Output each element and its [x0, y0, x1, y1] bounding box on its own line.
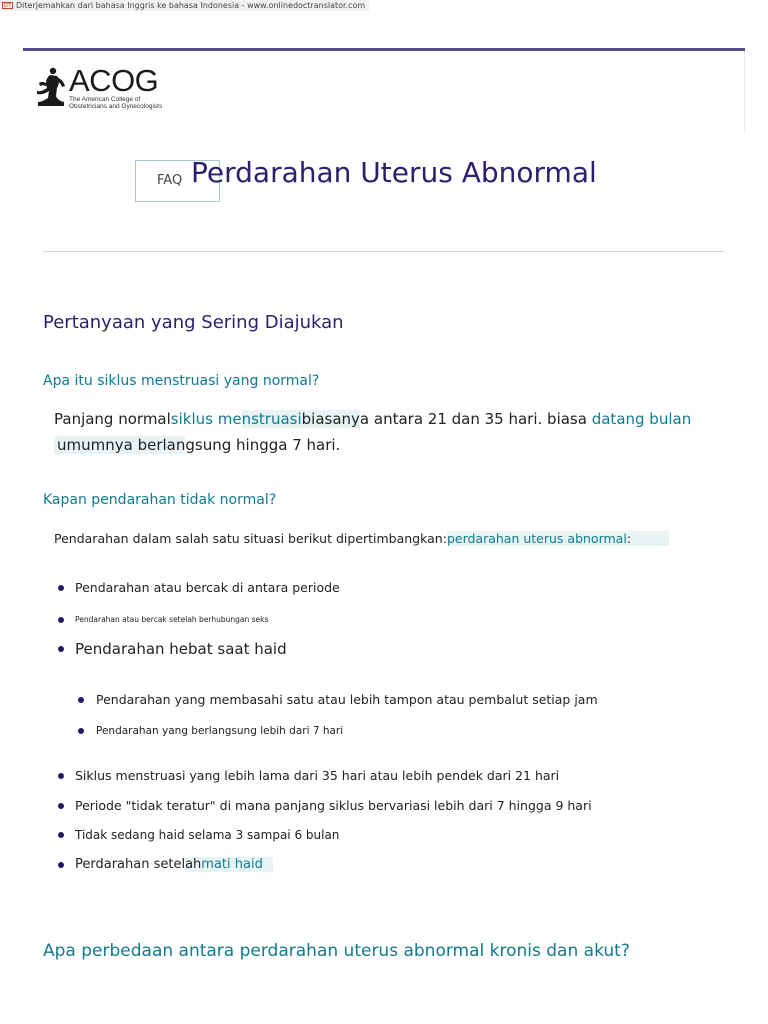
title-divider — [43, 251, 724, 252]
answer-text-2: a antara 21 dan 35 hari. biasa — [359, 410, 592, 428]
link-text-part2: nstruasi — [241, 410, 302, 428]
link-menopause[interactable]: mati haid — [201, 857, 273, 872]
page-title: Perdarahan Uterus Abnormal — [191, 156, 597, 189]
sub-list-item: Pendarahan yang membasahi satu atau lebih tampon atau pembalut setiap jam — [96, 692, 598, 707]
answer-text-4: gsung hingga 7 hari. — [185, 436, 341, 454]
banner-text: Diterjemahkan dari bahasa Inggris ke bahasa Indonesia - www.onlinedoctranslator.com — [16, 1, 366, 10]
list-item: Pendarahan hebat saat haid — [75, 640, 287, 658]
answer-normal-cycle — [54, 406, 714, 458]
answer-text-highlight: biasany — [301, 410, 360, 428]
logo-wordmark: ACOG — [69, 63, 159, 98]
question-abnormal-bleeding: Kapan pendarahan tidak normal? — [43, 492, 277, 508]
answer-text-3: umumnya berlan — [54, 436, 185, 454]
list-item: Pendarahan atau bercak setelah berhubungan seks — [75, 615, 269, 624]
section-title: Pertanyaan yang Sering Diajukan — [43, 312, 344, 333]
acog-figure-icon — [35, 66, 67, 108]
question-normal-cycle: Apa itu siklus menstruasi yang normal? — [43, 373, 320, 389]
list-item-text-highlight: ah — [185, 857, 202, 872]
link-menstruation[interactable]: datang bulan — [591, 410, 692, 428]
list-item: Pendarahan atau bercak di antara periode — [75, 580, 340, 595]
intro-colon: : — [626, 531, 632, 546]
link-text-part1: siklus me — [170, 410, 242, 428]
translator-banner[interactable] — [0, 0, 369, 11]
faq-label: FAQ — [157, 173, 183, 188]
question-chronic-vs-acute: Apa perbedaan antara perdarahan uterus abnormal kronis dan akut? — [43, 941, 630, 961]
list-item: Siklus menstruasi yang lebih lama dari 35 hari atau lebih pendek dari 21 hari — [75, 768, 560, 783]
sub-list-item: Pendarahan yang berlangsung lebih dari 7 hari — [96, 725, 344, 737]
answer-text: Panjang normal — [54, 410, 171, 428]
header-side-rule — [744, 51, 745, 131]
header-top-rule — [23, 48, 745, 51]
list-item: Periode "tidak teratur" di mana panjang siklus bervariasi lebih dari 7 hingga 9 hari — [75, 798, 592, 813]
abnormal-bleeding-intro — [54, 530, 669, 548]
logo-subtitle-line1: The American College of — [69, 96, 141, 103]
list-item: Tidak sedang haid selama 3 sampai 6 bulan — [75, 828, 340, 842]
translator-icon: DT — [2, 2, 13, 9]
link-abnormal-uterine-bleeding[interactable]: perdarahan uterus abnormal — [446, 531, 627, 546]
link-menstrual-cycle[interactable] — [171, 410, 302, 428]
intro-text: Pendarahan dalam salah satu situasi berikut dipertimbangkan: — [54, 531, 447, 546]
acog-logo[interactable] — [35, 63, 163, 110]
list-item-postmenopause — [75, 857, 273, 872]
logo-subtitle-line2: Obstetricians and Gynecologists — [69, 103, 163, 110]
list-item-text: Perdarahan setel — [75, 857, 186, 872]
